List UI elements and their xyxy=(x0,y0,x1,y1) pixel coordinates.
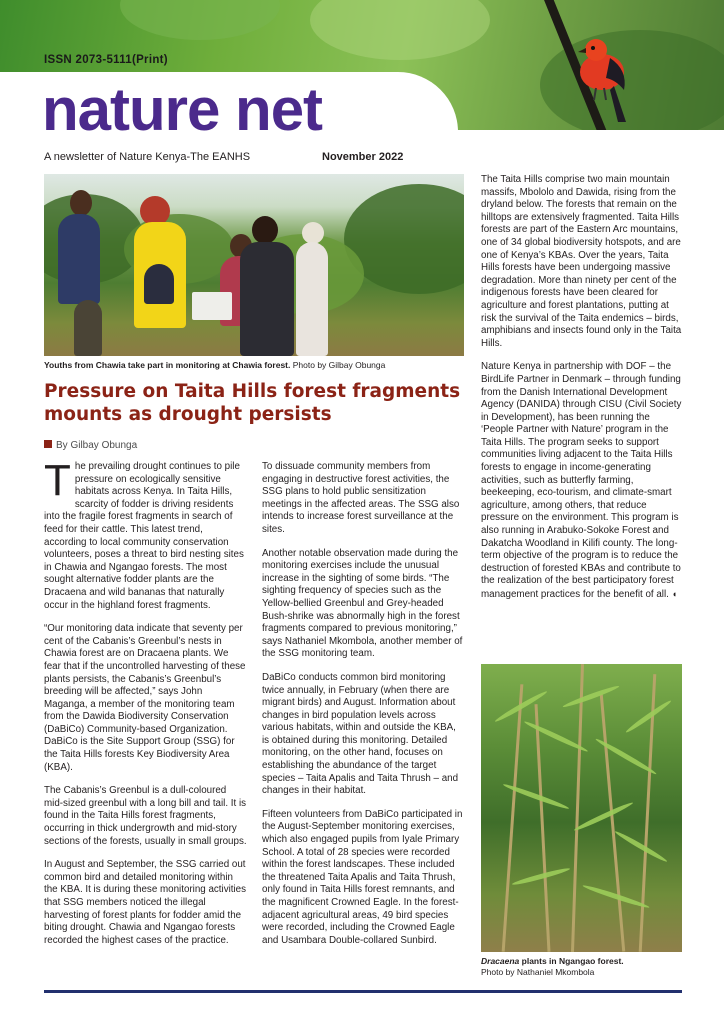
end-mark-icon: ◖ xyxy=(671,589,678,599)
paragraph: Fifteen volunteers from DaBiCo participated in the August-September monitoring exercises, which also engaged pupils from Iyale Primary School. A total of 28 species were recorded within the forest landscapes. These included the threatened Taita Apalis and Taita Thrush, only found in Taita Hills forest remnants, and the magnificent Crowned Eagle. In the forest-adjacent agricultural areas, 49 bird species were recorded, including the Crowned Eagle and Usambara Double-collared Sunbird. xyxy=(262,808,463,946)
monitoring-photo xyxy=(44,174,464,356)
paragraph: The Taita Hills comprise two main mountain massifs, Mbololo and Dawida, rising from the dryland below. The forests that remain on the hilltops are extensively fragmented. Taita Hills forests are part of the Eastern Arc mountains, one of 34 global biodiversity hotspots, and are one of Kenya’s KBAs. Over the years, Taita Hills forests have been undergoing massive degradation. More than ninety per cent of the indigenous forests have been cleared for agriculture and forest plantations, putting at risk the survival of the Taita endemics – birds, amphibians and insects found only in the Taita Hills. xyxy=(481,174,682,349)
issue-date: November 2022 xyxy=(322,151,404,163)
paragraph: To dissuade community members from engaging in destructive forest activities, the SSG plans to hold public sensitization meetings in the affected areas. The SSG also intends to increase forest surveillance at the sites. xyxy=(262,461,460,535)
article-headline: Pressure on Taita Hills forest fragments mounts as drought persists xyxy=(44,381,461,425)
issn-number: ISSN 2073-5111(Print) xyxy=(44,54,168,66)
footer-divider xyxy=(44,990,682,993)
article-byline: By Gilbay Obunga xyxy=(44,440,137,451)
paragraph: The Cabanis’s Greenbul is a dull-coloured mid-sized greenbul with a long bill and tail. It is found in the Taita Hills forest fragments, occurring in thick undergrowth and mid-story sections of the forests, usually in small groups. xyxy=(44,785,247,847)
paragraph: “Our monitoring data indicate that seventy per cent of the Cabanis’s Greenbul’s nests in Chawia forest are on Dracaena plants. We fear that if the uncontrolled harvesting of these plants persists, the Cabanis’s Greenbul’s breeding will be affected,” says John Maganga, a member of the monitoring team from the Dawida Biodiversity Conservation (DaBiCo) Community-based Organization. DaBiCo is the Site Support Group (SSG) for the Taita Hills forests Key Biodiversity Area (KBA). xyxy=(44,623,246,773)
newsletter-title: nature net xyxy=(42,76,323,143)
bird-photo xyxy=(566,28,636,128)
newsletter-tagline: A newsletter of Nature Kenya-The EANHS xyxy=(44,151,251,163)
caption-lead: Youths from Chawia take part in monitoring at Chawia forest. xyxy=(44,360,291,370)
paragraph: Nature Kenya in partnership with DOF – the BirdLife Partner in Denmark – through funding from the Danish International Development Agency (DANIDA) through CISU (Civil Society in Development), has been running the ‘People Partner with Nature’ program in the Taita Hills. The program seeks to support communities living adjacent to the Taita Hills forests to engage in income-generating activities, such as butterfly farming, beekeeping, eco-tourism, and climate-smart agriculture, among others, that reduce pressure on the environment. This program is also running in Arabuko-Sokoke Forest and Dakatcha Woodland in Kilifi county. The long-term objective of the program is to reduce the destruction of forested KBAs and contribute to the realization of the best participatory forest management practices for the benefit of all. ◖ xyxy=(481,361,682,600)
photo-caption xyxy=(44,360,385,370)
paragraph: DaBiCo conducts common bird monitoring twice annually, in February (when there are migrant birds) and August. Information about changes in bird population levels across various habitats, within and outside the KBA, is obtained during this monitoring. Detailed monitoring, on the other hand, focuses on establishing the abundance of the target species – Taita Apalis and Taita Thrush – and changes in their habitat. xyxy=(262,671,459,797)
byline-square-icon xyxy=(44,440,52,448)
paragraph: The prevailing drought continues to pile pressure on ecologically sensitive habitats across Kenya. In Taita Hills, scarcity of fodder is driving residents into the fragile forest fragments in search of feed for their cattle. This latest trend, according to local community conservation volunteers, poses a threat to bird nesting sites in Chawia and Ngangao forests. The most sought alternative fodder plants are the Dracaena and wild bananas that naturally occur in the highland forest fragments. xyxy=(44,456,244,611)
article-column-3 xyxy=(481,174,682,613)
article-column-2 xyxy=(262,461,465,958)
caption-credit: Photo by Gilbay Obunga xyxy=(292,360,386,370)
drop-cap: T xyxy=(44,456,71,505)
paragraph: In August and September, the SSG carried out common bird and detailed monitoring within the KBA. It is during these monitoring activities that SSG members noticed the illegal harvesting of forest plants for fodder amid the biting drought. Chawia and Ngangao forests recorded the highest cases of the practice. xyxy=(44,859,247,946)
side-photo-caption: Dracaena plants in Ngangao forest. Photo by Nathaniel Mkombola xyxy=(481,956,624,977)
dracaena-photo xyxy=(481,664,682,952)
paragraph: Another notable observation made during the monitoring exercises include the unusual increase in the sighting of some birds. “The sighting frequency of species such as the Yellow-bellied Greenbul and Grey-headed Bush-shrike was abnormally high in the forest fragments compared to previous monitoring,” says Nathaniel Mkombola, another member of the SSG monitoring team. xyxy=(262,547,463,660)
article-column-1 xyxy=(44,456,247,958)
caption-credit: Photo by Nathaniel Mkombola xyxy=(481,967,595,977)
caption-species: Dracaena xyxy=(481,956,520,966)
